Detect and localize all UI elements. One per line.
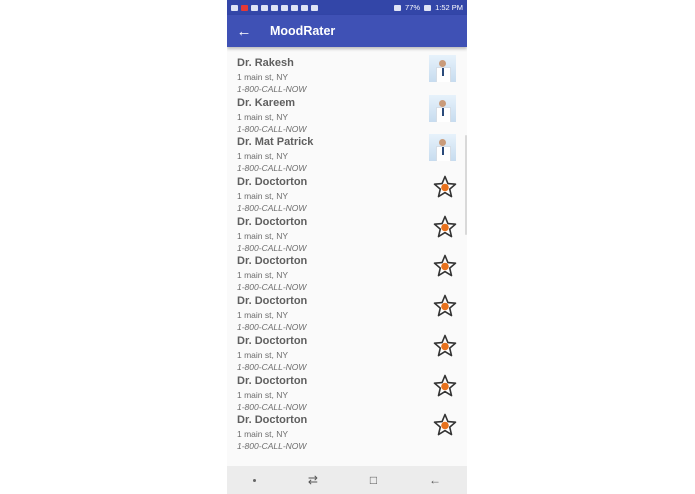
star-icon [433,215,457,239]
doctor-phone: 1-800-CALL-NOW [237,242,307,253]
message-icon [251,5,258,11]
doctor-address: 1 main st, NY [237,191,289,202]
recents-button[interactable]: ⇄ [307,473,318,487]
star-icon [433,413,457,437]
notification-icon [231,5,238,11]
notification-icons [231,5,318,11]
page-title: MoodRater [270,24,336,38]
list-item[interactable] [227,370,467,410]
status-bar [227,0,467,15]
notification-icon [281,5,288,11]
video-icon [261,5,268,11]
doctor-address: 1 main st, NY [237,429,289,440]
app-bar [227,15,467,47]
doctor-address: 1 main st, NY [237,310,289,321]
battery-icon [424,5,431,11]
doctor-photo [429,95,456,122]
doctor-phone: 1-800-CALL-NOW [237,123,307,134]
doctor-photo [429,55,456,82]
list-item[interactable] [227,250,467,293]
doctor-address: 1 main st, NY [237,349,289,360]
doctor-name: Dr. Doctorton [237,295,308,308]
list-item[interactable] [227,52,467,92]
doctor-phone: 1-800-CALL-NOW [237,203,307,214]
doctor-name: Dr. Mat Patrick [237,136,314,149]
doctor-name: Dr. Doctorton [237,414,308,427]
doctor-address: 1 main st, NY [237,389,289,400]
list-item[interactable] [227,171,467,214]
star-icon [433,294,457,318]
home-button[interactable]: □ [369,473,378,487]
doctor-address: 1 main st, NY [237,270,289,281]
back-button[interactable]: ← [236,22,252,40]
star-icon [433,175,457,199]
doctor-phone: 1-800-CALL-NOW [237,361,307,372]
star-icon [433,374,457,398]
doctor-name: Dr. Doctorton [237,215,308,228]
plus-icon [311,5,318,11]
doctor-photo [429,134,456,161]
phone-screen [227,0,467,494]
doctor-phone: 1-800-CALL-NOW [237,84,307,94]
dot-indicator-icon [253,479,256,482]
list-item[interactable] [227,92,467,132]
list-item[interactable] [227,290,467,333]
notification-icon [291,5,298,11]
doctor-phone: 1-800-CALL-NOW [237,322,307,333]
battery-level: 77% [405,3,421,12]
doctor-list[interactable] [227,52,467,452]
star-icon [433,254,457,278]
list-item[interactable] [227,211,467,251]
doctor-address: 1 main st, NY [237,72,289,82]
doctor-name: Dr. Doctorton [237,176,308,189]
doctor-address: 1 main st, NY [237,111,289,122]
doctor-phone: 1-800-CALL-NOW [237,163,307,174]
navigation-bar [227,466,467,494]
doctor-name: Dr. Rakesh [237,57,294,69]
doctor-name: Dr. Doctorton [237,334,308,347]
doctor-phone: 1-800-CALL-NOW [237,441,307,452]
nav-back-button[interactable]: ← [429,473,442,487]
edge-panel-handle[interactable] [465,135,467,235]
doctor-name: Dr. Doctorton [237,374,308,387]
notification-icon [241,5,248,11]
clock: 1:52 PM [435,3,463,12]
whatsapp-icon [301,5,308,11]
star-icon [433,334,457,358]
doctor-address: 1 main st, NY [237,230,289,241]
doctor-name: Dr. Doctorton [237,255,308,268]
list-item[interactable] [227,330,467,370]
doctor-address: 1 main st, NY [237,151,289,162]
doctor-phone: 1-800-CALL-NOW [237,401,307,412]
signal-icon [394,5,401,11]
list-item[interactable] [227,131,467,174]
list-item[interactable] [227,409,467,452]
notification-icon [271,5,278,11]
doctor-phone: 1-800-CALL-NOW [237,282,307,293]
system-status [394,3,463,12]
doctor-name: Dr. Kareem [237,96,296,109]
